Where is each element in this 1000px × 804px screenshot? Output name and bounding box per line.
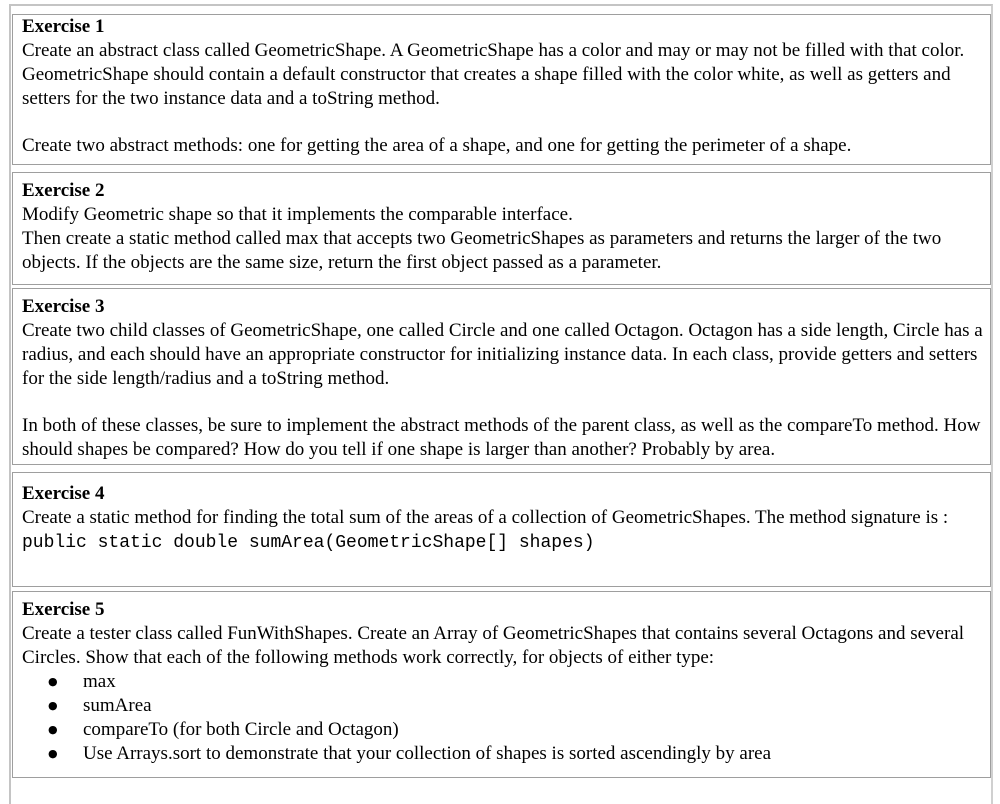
- exercise-3-title: Exercise 3: [22, 296, 105, 317]
- method-signature-code: public static double sumArea(GeometricShape[] shapes): [22, 533, 595, 553]
- list-item: ● compareTo (for both Circle and Octagon): [22, 718, 990, 742]
- exercise-3-paragraph-2: In both of these classes, be sure to implement the abstract methods of the parent class, as well as the compareTo method. How should shapes be compared? How do you tell if one shape is larger than another? Probably by area.: [22, 415, 981, 460]
- exercise-4-cell: [12, 472, 991, 587]
- exercise-5-title: Exercise 5: [22, 599, 105, 620]
- exercise-2-title: Exercise 2: [22, 180, 105, 201]
- exercise-1-paragraph-1: Create an abstract class called GeometricShape. A GeometricShape has a color and may or may not be filled with that color. GeometricShape should contain a default constructor that creates a shape filled with the color white, as well as getters and setters for the two instance data and a toString method.: [22, 40, 965, 109]
- exercise-2-paragraph-2: Then create a static method called max that accepts two GeometricShapes as parameters and returns the larger of the two objects. If the objects are the same size, return the first object passed as a parameter.: [22, 228, 942, 273]
- requirements-list: [22, 670, 990, 766]
- exercise-1-paragraph-2: Create two abstract methods: one for getting the area of a shape, and one for getting the perimeter of a shape.: [22, 135, 852, 156]
- exercise-1-cell: [12, 14, 991, 165]
- exercise-2-paragraph-1: Modify Geometric shape so that it implements the comparable interface.: [22, 204, 573, 225]
- exercise-4-text: Create a static method for finding the total sum of the areas of a collection of GeometricShapes. The method signature is :: [22, 507, 949, 528]
- exercise-3-cell: [12, 288, 991, 465]
- exercise-1-title: Exercise 1: [22, 16, 105, 37]
- exercise-4-title: Exercise 4: [22, 483, 105, 504]
- list-item: ● max: [22, 670, 990, 694]
- list-item: ● Use Arrays.sort to demonstrate that your collection of shapes is sorted ascendingly by area: [22, 742, 990, 766]
- list-item: ● sumArea: [22, 694, 990, 718]
- exercise-5-paragraph: Create a tester class called FunWithShapes. Create an Array of GeometricShapes that contains several Octagons and several Circles. Show that each of the following methods work correctly, for objects of either type:: [22, 623, 965, 668]
- exercise-4-paragraph: [22, 506, 990, 555]
- exercise-3-paragraph-1: Create two child classes of GeometricShape, one called Circle and one called Octagon. Octagon has a side length, Circle has a radius, and each should have an appropriate constructor for initializing instance data. In each class, provide getters and setters for the side length/radius and a toString method.: [22, 320, 983, 389]
- exercise-2-cell: [12, 172, 991, 285]
- exercise-5-cell: [12, 591, 991, 778]
